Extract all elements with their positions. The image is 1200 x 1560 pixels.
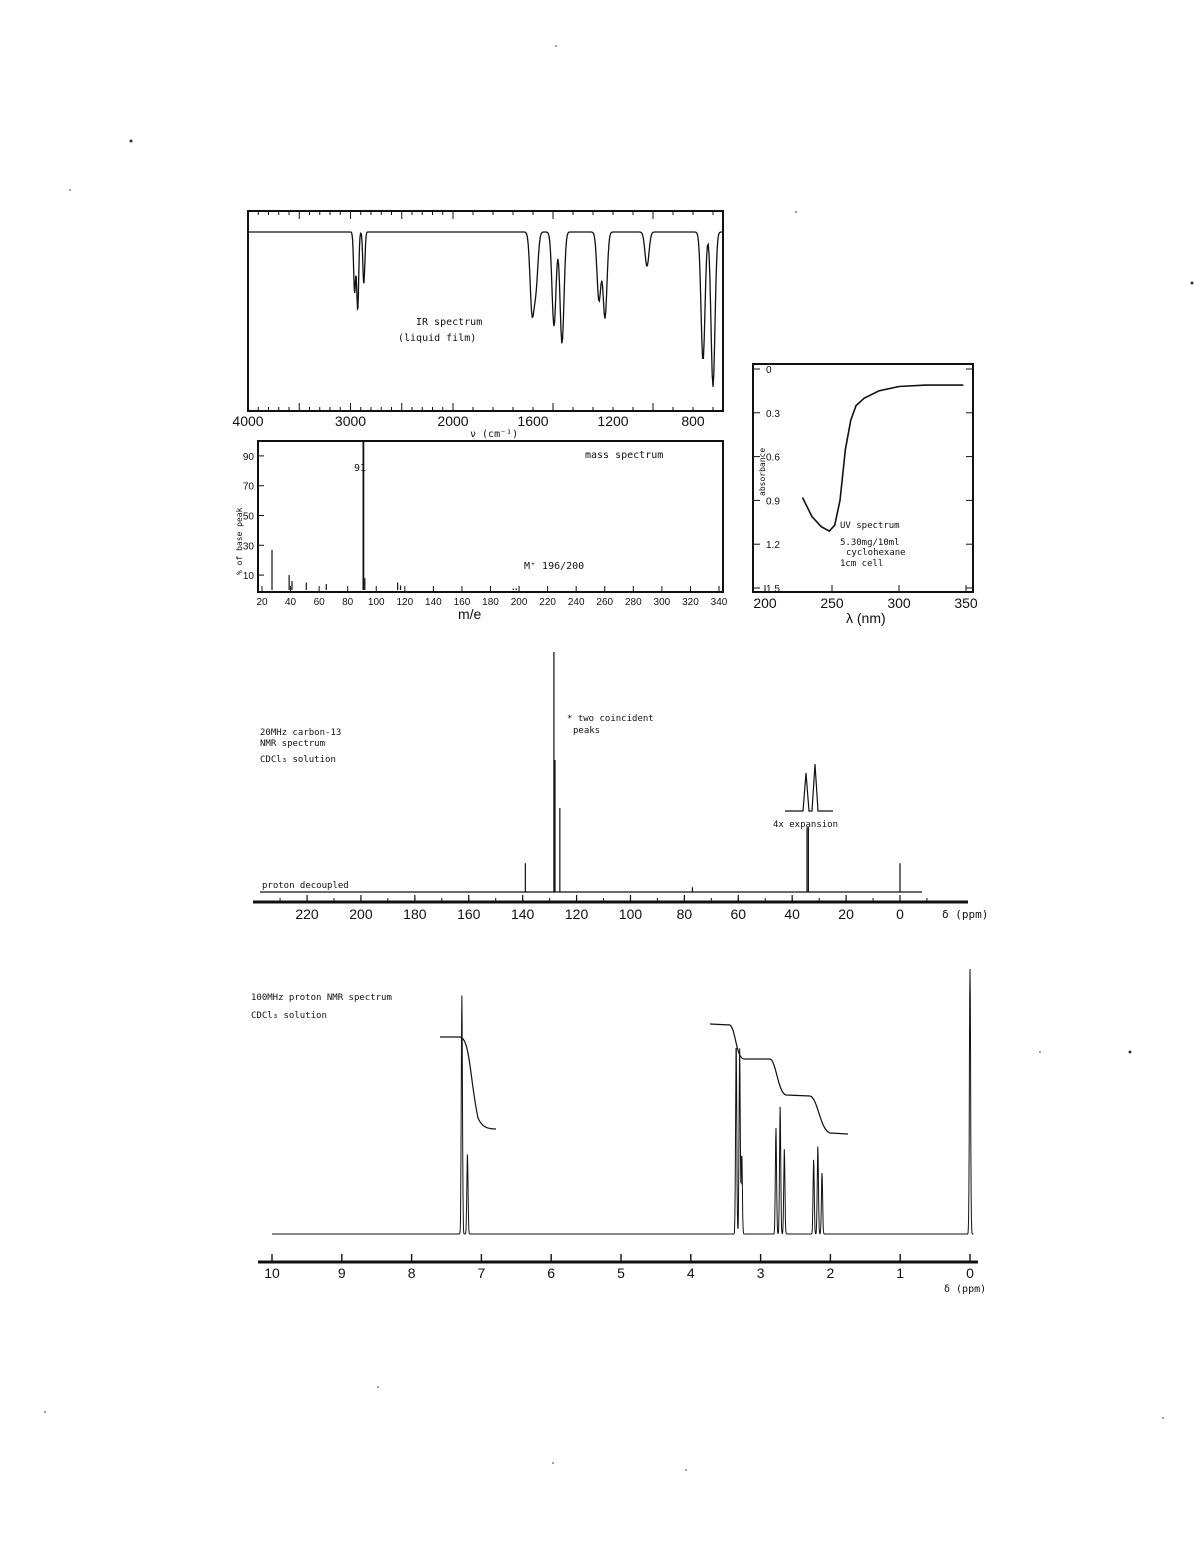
mass-x-label: m/e bbox=[458, 606, 482, 622]
h1-x-label: δ (ppm) bbox=[944, 1284, 987, 1295]
uv-y-tick-label: 0.6 bbox=[766, 452, 780, 464]
mass-x-tick-label: 100 bbox=[367, 597, 385, 608]
h1-x-tick-label: 3 bbox=[756, 1265, 765, 1281]
mass-title: mass spectrum bbox=[585, 450, 664, 461]
c13-x-tick-label: 220 bbox=[295, 906, 319, 922]
h1-label-line-1: 100MHz proton NMR spectrum bbox=[251, 993, 392, 1003]
mass-y-tick-label: 10 bbox=[242, 571, 254, 583]
ir-title: IR spectrum bbox=[416, 317, 483, 328]
c13-label-line-3: CDCl₃ solution bbox=[260, 755, 336, 765]
mass-x-tick-label: 40 bbox=[285, 597, 297, 608]
h1-x-tick-label: 1 bbox=[896, 1265, 905, 1281]
ir-x-tick-label: 1200 bbox=[597, 413, 629, 429]
c13-label-line-1: 20MHz carbon-13 bbox=[260, 728, 342, 738]
uv-note-line-3: 1cm cell bbox=[840, 559, 884, 569]
uv-x-tick-label: 350 bbox=[954, 595, 978, 611]
h1-x-tick-label: 6 bbox=[547, 1265, 556, 1281]
mass-base-peak-label: 91 bbox=[354, 463, 367, 474]
uv-x-tick-label: 300 bbox=[887, 595, 911, 611]
h1-label-line-2: CDCl₃ solution bbox=[251, 1011, 327, 1021]
ir-subtitle: (liquid film) bbox=[398, 333, 477, 344]
ir-x-label: ν (cm⁻¹) bbox=[470, 429, 519, 440]
mass-x-tick-label: 200 bbox=[510, 597, 528, 608]
c13-x-tick-label: 180 bbox=[403, 906, 427, 922]
uv-title: UV spectrum bbox=[840, 521, 900, 531]
c13-x-tick-label: 200 bbox=[349, 906, 373, 922]
h1-integral-aromatic bbox=[440, 1037, 496, 1129]
h1-x-tick-label: 0 bbox=[966, 1265, 974, 1281]
mass-x-tick-label: 180 bbox=[482, 597, 499, 608]
mass-x-tick-label: 140 bbox=[425, 597, 442, 608]
h1-x-tick-label: 5 bbox=[617, 1265, 625, 1281]
ir-x-tick-label: 4000 bbox=[232, 413, 264, 429]
uv-trace bbox=[803, 385, 964, 531]
uv-note-line-1: 5.30mg/10ml bbox=[840, 538, 900, 548]
uv-y-tick-label: 0.9 bbox=[766, 496, 780, 508]
c13-label-line-2: NMR spectrum bbox=[260, 739, 326, 749]
h1-x-tick-label: 4 bbox=[686, 1265, 695, 1281]
h1-x-tick-label: 7 bbox=[477, 1265, 486, 1281]
uv-y-tick-label: 0.3 bbox=[766, 408, 780, 420]
uv-y-label: absorbance bbox=[758, 447, 767, 496]
h1-x-tick-label: 8 bbox=[407, 1265, 416, 1281]
h1-x-tick-label: 10 bbox=[264, 1265, 280, 1281]
mass-y-tick-label: 90 bbox=[242, 451, 254, 463]
mass-spectrum bbox=[243, 441, 728, 608]
c13-annotation-line-1: * two coincident bbox=[567, 714, 654, 724]
mass-x-tick-label: 60 bbox=[313, 597, 325, 608]
c13-x-tick-label: 40 bbox=[784, 906, 800, 922]
mass-x-tick-label: 220 bbox=[539, 597, 556, 608]
uv-x-tick-label: 200 bbox=[753, 595, 777, 611]
mass-molecular-ion-label: M⁺ 196/200 bbox=[524, 561, 585, 572]
mass-y-tick-label: 70 bbox=[242, 481, 254, 493]
ir-x-tick-label: 800 bbox=[681, 413, 705, 429]
ir-trace bbox=[248, 232, 723, 387]
c13-x-tick-label: 20 bbox=[838, 906, 854, 922]
print-specks bbox=[44, 45, 1193, 1471]
c13-expansion-trace bbox=[785, 764, 833, 811]
c13-x-label: δ (ppm) bbox=[942, 908, 989, 921]
ir-frame bbox=[248, 211, 723, 411]
h1-trace bbox=[272, 969, 973, 1234]
h1-integral-aliphatic bbox=[710, 1024, 848, 1134]
uv-y-tick-label: 0 bbox=[766, 365, 772, 376]
mass-frame bbox=[258, 441, 723, 592]
uv-y-tick-label: 1.2 bbox=[766, 540, 780, 552]
uv-spectrum bbox=[753, 365, 978, 611]
c13-annotation-line-2: peaks bbox=[573, 726, 601, 736]
c13-nmr-spectrum bbox=[260, 652, 927, 922]
h1-x-tick-label: 2 bbox=[826, 1265, 835, 1281]
ir-x-tick-label: 1600 bbox=[517, 413, 549, 429]
c13-x-tick-label: 0 bbox=[896, 906, 904, 922]
c13-x-tick-label: 80 bbox=[676, 906, 693, 922]
mass-y-tick-label: 50 bbox=[242, 511, 254, 523]
uv-note-line-2: cyclohexane bbox=[846, 548, 906, 558]
ir-x-tick-label: 2000 bbox=[437, 413, 469, 429]
mass-x-tick-label: 20 bbox=[256, 597, 268, 608]
ir-x-tick-label: 3000 bbox=[334, 413, 367, 429]
mass-x-tick-label: 340 bbox=[710, 597, 728, 608]
c13-x-tick-label: 160 bbox=[457, 906, 481, 922]
mass-y-label: % of base peak bbox=[235, 507, 244, 575]
h1-x-tick-label: 9 bbox=[337, 1265, 346, 1281]
mass-x-tick-label: 280 bbox=[624, 597, 642, 608]
c13-baseline-label: proton decoupled bbox=[262, 881, 349, 891]
c13-x-tick-label: 100 bbox=[618, 906, 643, 922]
h1-nmr-spectrum bbox=[264, 969, 974, 1281]
mass-x-tick-label: 80 bbox=[342, 597, 354, 608]
mass-x-tick-label: 320 bbox=[682, 597, 699, 608]
uv-y-tick-label: 1.5 bbox=[766, 584, 780, 595]
mass-x-tick-label: 160 bbox=[453, 597, 471, 608]
mass-y-tick-label: 30 bbox=[242, 541, 254, 553]
uv-x-tick-label: 250 bbox=[820, 595, 844, 611]
c13-x-tick-label: 60 bbox=[730, 906, 747, 922]
mass-x-tick-label: 240 bbox=[567, 597, 585, 608]
mass-x-tick-label: 260 bbox=[596, 597, 614, 608]
c13-x-tick-label: 140 bbox=[510, 906, 535, 922]
mass-x-tick-label: 120 bbox=[396, 597, 414, 608]
mass-x-tick-label: 300 bbox=[653, 597, 671, 608]
c13-expansion-label: 4x expansion bbox=[773, 820, 839, 830]
c13-x-tick-label: 120 bbox=[564, 906, 589, 922]
uv-x-label: λ (nm) bbox=[846, 610, 886, 626]
